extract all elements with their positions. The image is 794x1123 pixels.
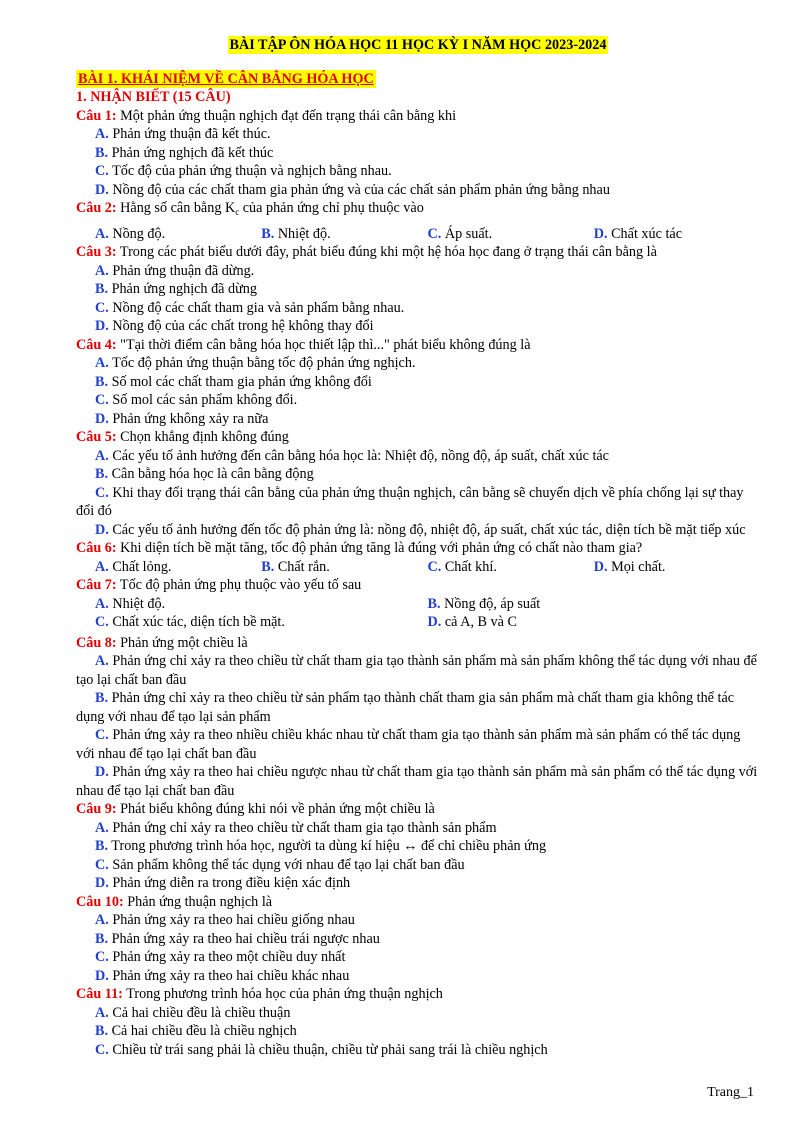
option-b: B. Số mol các chất tham gia phản ứng không đổi <box>95 373 372 390</box>
option-d: D. Mọi chất. <box>593 558 666 575</box>
option-a: A. Các yếu tố ảnh hưởng đến cân bằng hóa học là: Nhiệt độ, nồng độ, áp suất, chất xúc tác <box>95 447 609 464</box>
question-text: Phản ứng một chiều là <box>116 634 248 651</box>
option-a: A. Nhiệt độ. <box>95 595 166 612</box>
options-row <box>95 613 760 632</box>
question-label: Câu 4: <box>76 336 117 353</box>
option-a: A. Phản ứng xảy ra theo hai chiều giống nhau <box>95 912 355 928</box>
document-title: BÀI TẬP ÔN HÓA HỌC 11 HỌC KỲ I NĂM HỌC 2023-2024 <box>229 37 607 53</box>
options-row <box>95 595 760 614</box>
question-text: Khi diện tích bề mặt tăng, tốc độ phản ứng tăng là đúng với phản ứng có chất nào tham gia? <box>116 540 643 556</box>
option-a: A. Cả hai chiều đều là chiều thuận <box>95 1004 291 1021</box>
question-text: Phát biểu không đúng khi nói về phản ứng một chiều là <box>116 801 435 817</box>
option-c: C. Chiều từ trái sang phải là chiều thuận, chiều từ phải sang trái là chiều nghịch <box>95 1041 548 1058</box>
question-label: Câu 11: <box>76 986 123 1002</box>
question-11 <box>76 985 760 1004</box>
option-d: D. Chất xúc tác <box>593 225 683 242</box>
option-d: D. Nồng độ của các chất trong hệ không thay đổi <box>95 318 374 334</box>
question-text: Tốc độ phản ứng phụ thuộc vào yếu tố sau <box>116 577 362 593</box>
question-text: Hằng số cân bằng K <box>116 200 236 216</box>
option-c: C. Sản phẩm không thể tác dụng với nhau để tạo lại chất ban đầu <box>95 856 465 873</box>
option-d: D. Phản ứng xảy ra theo hai chiều khác nhau <box>95 967 350 984</box>
question-text: Trong các phát biểu dưới đây, phát biểu đúng khi một hệ hóa học đang ở trạng thái cân bằng là <box>116 244 657 260</box>
option-b: B. Phản ứng chỉ xảy ra theo chiều từ sản phẩm tạo thành chất tham gia sản phẩm mà chất tham gia không thể tác dụng với nhau để tạo lại sản phẩm <box>76 690 735 725</box>
question-10 <box>76 893 760 912</box>
title-row <box>76 36 760 55</box>
question-label: Câu 10: <box>76 893 124 910</box>
page-number: Trang_1 <box>707 1085 754 1100</box>
option-b: B. Nồng độ, áp suất <box>427 595 541 612</box>
option-c: C. Áp suất. <box>427 225 493 242</box>
question-text: Một phản ứng thuận nghịch đạt đến trạng thái cân bằng khi <box>116 107 457 124</box>
question-text: Phản ứng thuận nghịch là <box>123 893 273 910</box>
document-page <box>76 36 760 1059</box>
subscript: c <box>235 207 240 217</box>
option-d: D. Nồng độ của các chất tham gia phản ứng và của các chất sản phẩm phản ứng bằng nhau <box>95 181 610 198</box>
question-label: Câu 5: <box>76 429 117 445</box>
question-label: Câu 3: <box>76 244 117 260</box>
question-label: Câu 2: <box>76 200 117 216</box>
question-label: Câu 6: <box>76 540 117 556</box>
option-a: A. Chất lỏng. <box>95 558 172 575</box>
option-c: C. Tốc độ của phản ứng thuận và nghịch bằng nhau. <box>95 163 392 179</box>
options-row <box>95 225 760 244</box>
question-label: Câu 9: <box>76 801 117 817</box>
option-c: C. Phản ứng xảy ra theo nhiều chiều khác nhau từ chất tham gia tạo thành sản phẩm mà sản phẩm có thể tác dụng với nhau để tạo lại chất ban đầu <box>76 727 741 762</box>
option-d: D. Phản ứng không xảy ra nữa <box>95 410 269 427</box>
question-8 <box>76 634 760 653</box>
option-c: C. Nồng độ các chất tham gia và sản phẩm bằng nhau. <box>95 299 405 316</box>
question-6 <box>76 539 760 558</box>
option-b: B. Chất rắn. <box>261 558 330 575</box>
question-4 <box>76 336 760 355</box>
option-c: C. Phản ứng xảy ra theo một chiều duy nhất <box>95 949 346 965</box>
option-b: B. Trong phương trình hóa học, người ta dùng kí hiệu ↔ để chỉ chiều phản ứng <box>95 838 547 854</box>
section-heading: BÀI 1. KHÁI NIỆM VỀ CÂN BẰNG HÓA HỌC <box>78 70 374 87</box>
question-label: Câu 1: <box>76 107 117 124</box>
question-1 <box>76 107 760 126</box>
option-b: B. Phản ứng nghịch đã dừng <box>95 281 257 297</box>
question-5 <box>76 428 760 447</box>
question-2: Câu 2: Hằng số cân bằng $K_c$ của phản ứng chỉ phụ thuộc vào <box>76 200 424 217</box>
option-a: A. Phản ứng thuận đã dừng. <box>95 262 255 279</box>
question-3 <box>76 243 760 262</box>
option-b: B. Phản ứng xảy ra theo hai chiều trái ngược nhau <box>95 930 380 947</box>
option-b: B. Cân bằng hóa học là cân bằng động <box>95 466 314 482</box>
question-label: Câu 7: <box>76 577 117 593</box>
option-d: D. Các yếu tố ảnh hưởng đến tốc độ phản ứng là: nồng độ, nhiệt độ, áp suất, chất xúc tác, diện tích bề mặt tiếp xúc <box>95 521 746 538</box>
options-row <box>95 558 760 577</box>
option-c: C. Khi thay đổi trạng thái cân bằng của phản ứng thuận nghịch, cân bằng sẽ chuyển dịch về phía chống lại sự thay đổi đó <box>76 484 744 519</box>
option-a: A. Phản ứng thuận đã kết thúc. <box>95 126 271 142</box>
option-d: D. Phản ứng diễn ra trong điều kiện xác định <box>95 875 351 891</box>
option-a: A. Phản ứng chỉ xảy ra theo chiều từ chất tham gia tạo thành sản phẩm mà sản phẩm không thể tác dụng với nhau để tạo lại chất ban đầu <box>76 653 757 688</box>
option-a: A. Nồng độ. <box>95 225 166 242</box>
option-b: B. Phản ứng nghịch đã kết thúc <box>95 144 274 161</box>
option-c: C. Số mol các sản phẩm không đổi. <box>95 392 298 408</box>
option-d: D. Phản ứng xảy ra theo hai chiều ngược nhau từ chất tham gia tạo thành sản phẩm mà sản phẩm có thể tác dụng với nhau để tạo lại chất ban đầu <box>76 764 758 799</box>
option-b: B. Cả hai chiều đều là chiều nghịch <box>95 1023 297 1039</box>
question-text: "Tại thời điểm cân bằng hóa học thiết lập thì..." phát biểu không đúng là <box>116 336 531 353</box>
subsection-heading: 1. NHẬN BIẾT (15 CÂU) <box>76 89 231 105</box>
question-label: Câu 8: <box>76 634 117 651</box>
option-d: D. cả A, B và C <box>427 614 517 630</box>
question-9 <box>76 800 760 819</box>
option-c: C. Chất xúc tác, diện tích bề mặt. <box>95 614 285 630</box>
option-c: C. Chất khí. <box>427 558 497 575</box>
option-a: A. Tốc độ phản ứng thuận bằng tốc độ phản ứng nghịch. <box>95 355 416 371</box>
question-7 <box>76 576 760 595</box>
question-text: Chọn khẳng định không đúng <box>116 429 289 445</box>
question-text: Trong phương trình hóa học của phản ứng thuận nghịch <box>122 986 443 1002</box>
option-b: B. Nhiệt độ. <box>261 225 331 242</box>
option-a: A. Phản ứng chỉ xảy ra theo chiều từ chất tham gia tạo thành sản phẩm <box>95 819 497 836</box>
